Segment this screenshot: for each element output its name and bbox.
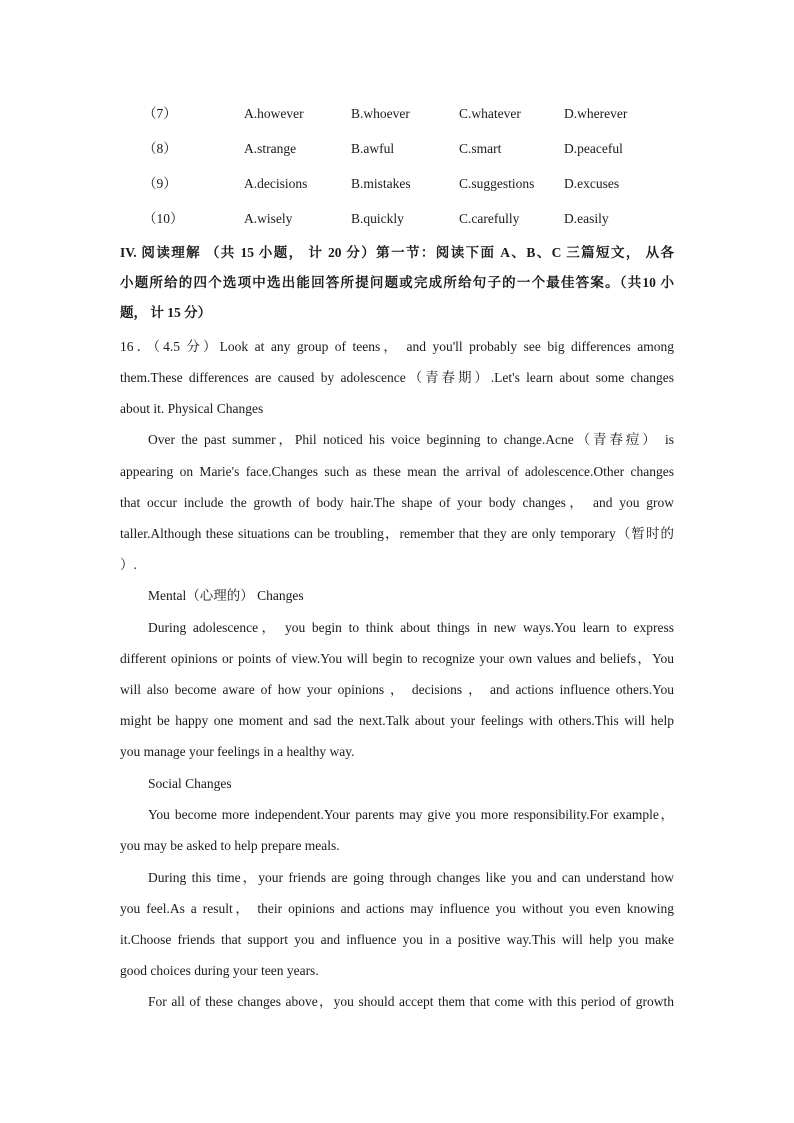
passage-line: you feel.As a result， their opinions and actions may influence you without you even knowing (120, 901, 674, 916)
passage-line: You become more independent.Your parents may give you more responsibility.For example， (148, 807, 674, 822)
subheading-mental: Mental（心理的） Changes (148, 588, 304, 603)
question-number: （8） (143, 141, 177, 156)
option-row-8 (0, 139, 794, 159)
option-c: C.carefully (459, 211, 520, 226)
question-number: （10） (143, 211, 184, 226)
passage-line: you may be asked to help prepare meals. (120, 838, 340, 853)
option-b: B.whoever (351, 106, 410, 121)
option-a: A.however (244, 106, 304, 121)
passage-line: will also become aware of how your opinions ， decisions ， and actions influence others.You (120, 682, 674, 697)
passage-line: might be happy one moment and sad the next.Talk about your feelings with others.This will help (120, 713, 674, 728)
option-d: D.wherever (564, 106, 628, 121)
section-heading-line-1: IV. 阅读理解 （共 15 小题， 计 20 分）第一节：阅读下面 A、B、C 三篇短文， 从各 (120, 245, 674, 260)
option-b: B.mistakes (351, 176, 411, 191)
passage-line: that occur include the growth of body hair.The shape of your body changes， and you grow (120, 495, 674, 510)
question-number: （7） (143, 106, 177, 121)
option-a: A.decisions (244, 176, 308, 191)
passage-line: Over the past summer，Phil noticed his voice beginning to change.Acne（青春痘） is (148, 432, 674, 447)
section-heading-line-3: 题， 计 15 分） (120, 305, 212, 320)
passage-line: appearing on Marie's face.Changes such as these mean the arrival of adolescence.Other changes (120, 464, 674, 479)
option-b: B.awful (351, 141, 395, 156)
passage-line: it.Choose friends that support you and influence you in a positive way.This will help you make (120, 932, 674, 947)
passage-line: During adolescence， you begin to think about things in new ways.You learn to express (148, 620, 674, 635)
option-d: D.peaceful (564, 141, 623, 156)
option-c: C.smart (459, 141, 502, 156)
option-d: D.excuses (564, 176, 620, 191)
passage-line: ）. (120, 557, 137, 572)
option-c: C.suggestions (459, 176, 535, 191)
option-b: B.quickly (351, 211, 404, 226)
passage-line: taller.Although these situations can be troubling，remember that they are only temporary（暂时的 (120, 526, 674, 541)
passage-line: different opinions or points of view.You will begin to recognize your own values and beliefs，You (120, 651, 674, 666)
option-a: A.wisely (244, 211, 293, 226)
option-row-7 (0, 104, 794, 124)
passage-line: good choices during your teen years. (120, 963, 319, 978)
passage-line: you manage your feelings in a healthy way. (120, 744, 355, 759)
subheading-social: Social Changes (148, 776, 232, 791)
section-heading-line-2: 小题所给的四个选项中选出能回答所提问题或完成所给句子的一个最佳答案。（共10 小 (120, 275, 674, 290)
passage-line: about it. Physical Changes (120, 401, 264, 416)
passage-line: 16．（4.5 分）Look at any group of teens， and you'll probably see big differences among (120, 339, 674, 354)
option-d: D.easily (564, 211, 609, 226)
option-a: A.strange (244, 141, 297, 156)
option-row-10 (0, 209, 794, 229)
question-number: （9） (143, 176, 177, 191)
passage-line: them.These differences are caused by adolescence（青春期）.Let's learn about some changes (120, 370, 674, 385)
option-c: C.whatever (459, 106, 521, 121)
passage-line: For all of these changes above，you should accept them that come with this period of growth (148, 994, 674, 1009)
passage-line: During this time，your friends are going through changes like you and can understand how (148, 870, 674, 885)
option-row-9 (0, 174, 794, 194)
